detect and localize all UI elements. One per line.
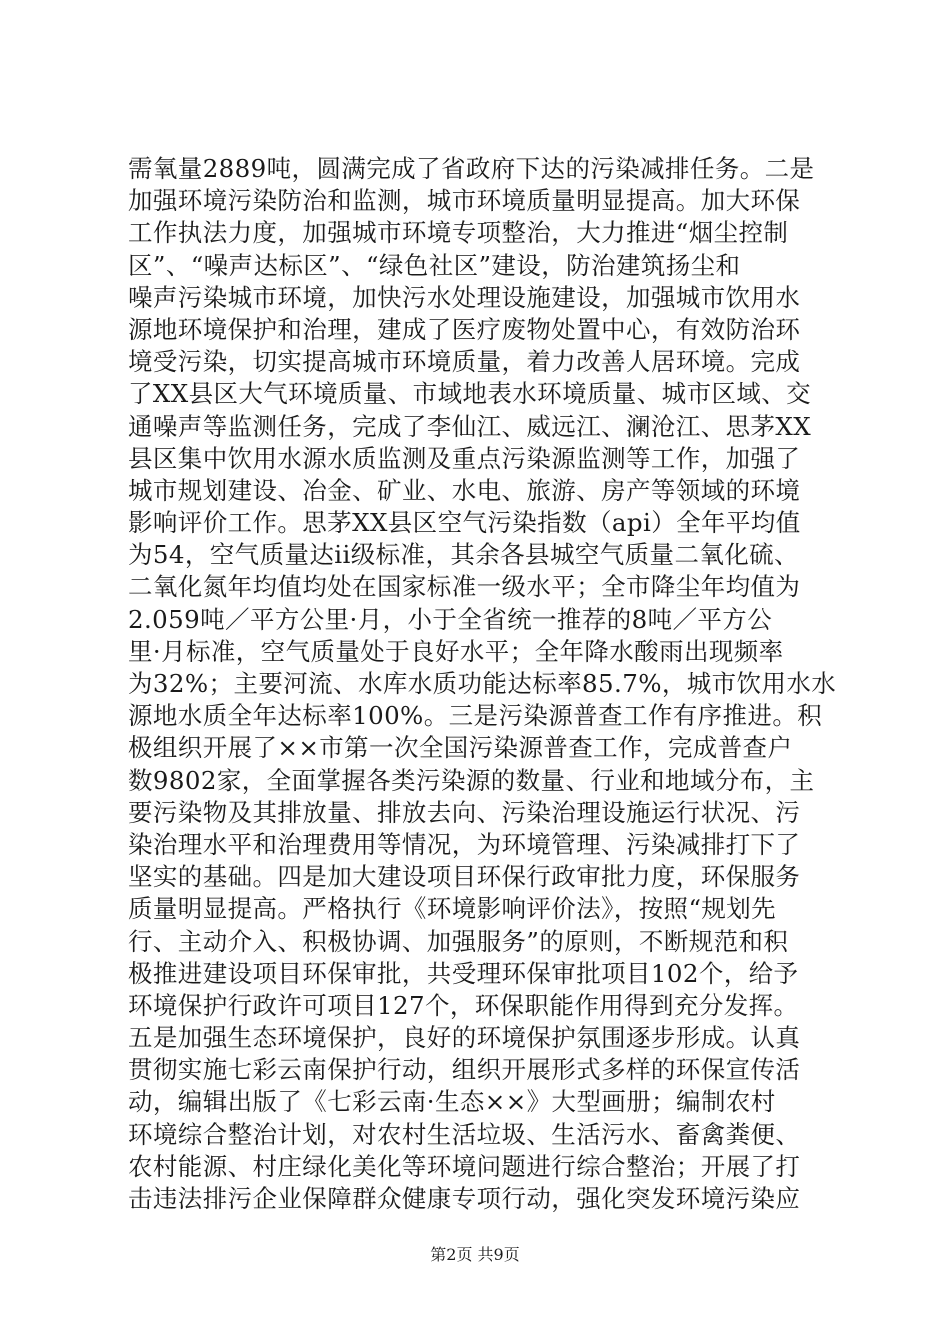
text-line: 数9802家，全面掌握各类污染源的数量、行业和地域分布，主 (128, 765, 815, 795)
text-line: 源地环境保护和治理，建成了医疗废物处置中心，有效防治环 (128, 314, 801, 344)
text-line: 为32%；主要河流、水库水质功能达标率85.7%，城市饮用水水 (128, 669, 837, 698)
text-line: 需氧量2889吨，圆满完成了省政府下达的污染减排任务。二是 (128, 154, 815, 183)
text-line: 环境综合整治计划，对农村生活垃圾、生活污水、畜禽粪便、 (128, 1119, 801, 1149)
text-line: 五是加强生态环境保护，良好的环境保护氛围逐步形成。认真 (128, 1023, 801, 1053)
text-line: 通噪声等监测任务，完成了李仙江、威远江、澜沧江、思茅XX (128, 411, 812, 441)
text-line: 极组织开展了××市第一次全国污染源普查工作，完成普查户 (128, 733, 793, 763)
text-line: 工作执法力度，加强城市环境专项整治，大力推进“烟尘控制 (128, 218, 789, 248)
text-line: 2.059吨／平方公里·月，小于全省统一推荐的8吨／平方公 (128, 604, 773, 634)
body-text (128, 153, 840, 1215)
text-line: 质量明显提高。严格执行《环境影响评价法》，按照“规划先 (128, 894, 777, 924)
page-number-label: 第2页 共9页 (430, 1245, 520, 1264)
text-line: 噪声污染城市环境，加快污水处理设施建设，加强城市饮用水 (128, 282, 801, 312)
text-line: 坚实的基础。四是加大建设项目环保行政审批力度，环保服务 (128, 862, 801, 892)
text-line: 二氧化氮年均值均处在国家标准一级水平；全市降尘年均值为 (128, 572, 801, 602)
text-line: 里·月标准，空气质量处于良好水平；全年降水酸雨出现频率 (128, 636, 784, 666)
page-footer (0, 1245, 950, 1265)
text-line: 源地水质全年达标率100%。三是污染源普查工作有序推进。积 (128, 701, 823, 731)
text-line: 境受污染，切实提高城市环境质量，着力改善人居环境。完成 (128, 347, 801, 377)
text-line: 加强环境污染防治和监测，城市环境质量明显提高。加大环保 (128, 186, 801, 216)
text-line: 区”、“噪声达标区”、“绿色社区”建设，防治建筑扬尘和 (128, 250, 741, 280)
text-line: 城市规划建设、冶金、矿业、水电、旅游、房产等领域的环境 (128, 475, 801, 505)
text-line: 了XX县区大气环境质量、市域地表水环境质量、城市区域、交 (128, 379, 812, 409)
text-line: 动，编辑出版了《七彩云南·生态××》大型画册；编制农村 (128, 1087, 776, 1117)
text-line: 极推进建设项目环保审批，共受理环保审批项目102个，给予 (128, 958, 799, 988)
text-line: 环境保护行政许可项目127个，环保职能作用得到充分发挥。 (128, 990, 799, 1020)
text-line: 农村能源、村庄绿化美化等环境问题进行综合整治；开展了打 (128, 1151, 801, 1181)
text-line: 要污染物及其排放量、排放去向、污染治理设施运行状况、污 (128, 797, 801, 827)
text-line: 县区集中饮用水源水质监测及重点污染源监测等工作，加强了 (128, 443, 801, 473)
text-line: 染治理水平和治理费用等情况，为环境管理、污染减排打下了 (128, 829, 801, 859)
text-line: 为54，空气质量达ii级标准，其余各县城空气质量二氧化硫、 (128, 540, 799, 570)
text-line: 行、主动介入、积极协调、加强服务”的原则，不断规范和积 (128, 926, 789, 956)
text-line: 贯彻实施七彩云南保护行动，组织开展形式多样的环保宣传活 (128, 1055, 801, 1085)
text-line: 击违法排污企业保障群众健康专项行动，强化突发环境污染应 (128, 1184, 801, 1213)
text-line: 影响评价工作。思茅XX县区空气污染指数（api）全年平均值 (128, 508, 801, 538)
